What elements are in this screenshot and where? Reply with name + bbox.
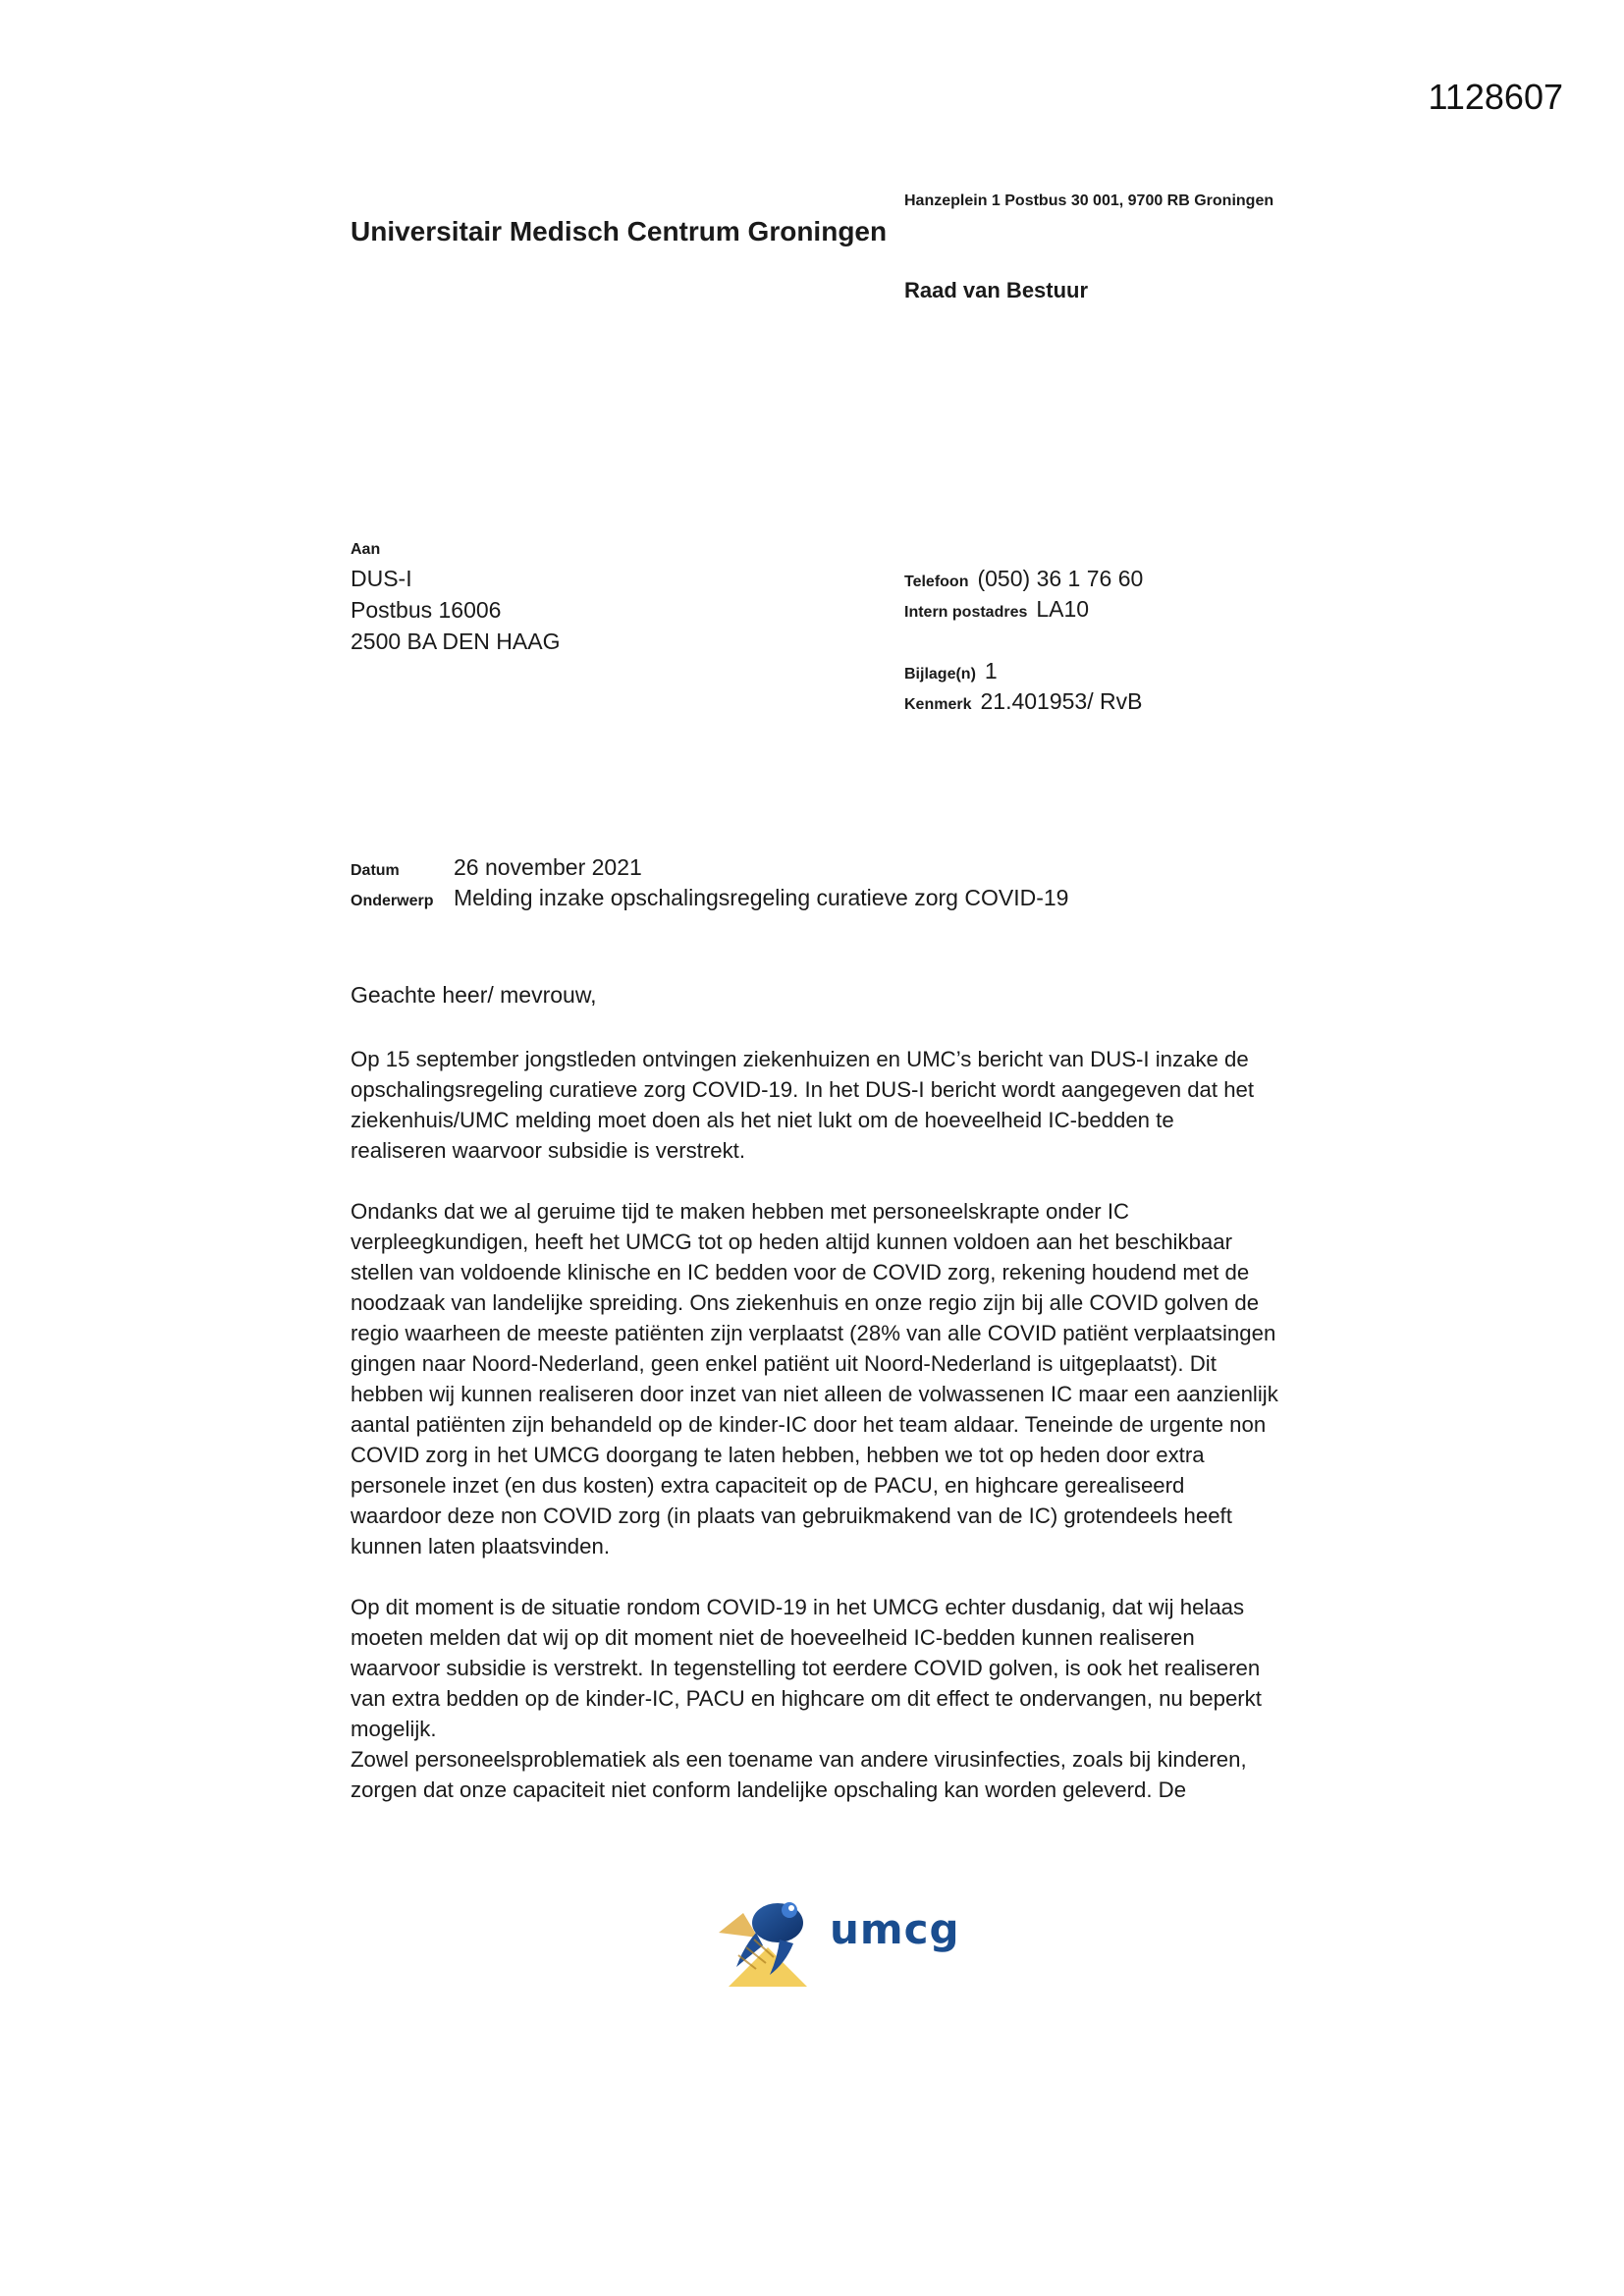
- body-line: moeten melden dat wij op dit moment niet de hoeveelheid IC-bedden kunnen realiseren: [351, 1625, 1195, 1650]
- bijlage-row: [904, 658, 1143, 688]
- body-line: hebben wij kunnen realiseren door inzet van niet alleen de volwassenen IC maar een aanzienlijk: [351, 1382, 1278, 1406]
- department: Raad van Bestuur: [904, 278, 1089, 302]
- bijlage-label: Bijlage(n): [904, 666, 976, 683]
- body-line: gingen naar Noord-Nederland, geen enkel patiënt uit Noord-Nederland is uitgeplaatst). Dit: [351, 1351, 1217, 1376]
- recipient-block: [351, 541, 561, 657]
- body-line: stellen van voldoende klinische en IC bedden voor de COVID zorg, rekening houdend met de: [351, 1260, 1250, 1285]
- body-line: zorgen dat onze capaciteit niet conform landelijke opschaling kan worden geleverd. De: [351, 1777, 1187, 1802]
- datum-label: Datum: [351, 862, 400, 879]
- telefoon-label: Telefoon: [904, 574, 969, 590]
- body-line: Op dit moment is de situatie rondom COVID-19 in het UMCG echter dusdanig, dat wij helaas: [351, 1595, 1245, 1619]
- body-paragraph: [351, 1592, 1323, 1744]
- body-line: Zowel personeelsproblematiek als een toename van andere virusinfecties, zoals bij kinderen,: [351, 1747, 1247, 1772]
- onderwerp-row: [351, 885, 1068, 915]
- document-number: 1128607: [1428, 77, 1563, 117]
- kenmerk-label: Kenmerk: [904, 696, 972, 713]
- body-line: opschalingsregeling curatieve zorg COVID-19. In het DUS-I bericht wordt aangegeven dat het: [351, 1077, 1255, 1102]
- body-line: waardoor deze non COVID zorg (in plaats van gebruikmakend van de IC) grotendeels heeft: [351, 1503, 1232, 1528]
- body-line: regio waarheen de meeste patiënten zijn verplaatst (28% van alle COVID patiënt verplaatsingen: [351, 1321, 1276, 1345]
- body-line: aantal patiënten zijn behandeld op de kinder-IC door het team aldaar. Teneinde de urgente non: [351, 1412, 1267, 1437]
- body-paragraph: [351, 1196, 1323, 1561]
- body-line: verpleegkundigen, heeft het UMCG tot op heden altijd kunnen voldoen aan het beschikbaar: [351, 1230, 1232, 1254]
- body-line: noodzaak van landelijke spreiding. Ons ziekenhuis en onze regio zijn bij alle COVID golven de: [351, 1290, 1260, 1315]
- onderwerp-value: Melding inzake opschalingsregeling curatieve zorg COVID-19: [454, 885, 1069, 910]
- body-paragraph: [351, 1744, 1323, 1805]
- onderwerp-label: Onderwerp: [351, 893, 434, 909]
- recipient-line: DUS-I: [351, 566, 412, 591]
- body-line: COVID zorg in het UMCG doorgang te laten hebben, hebben we tot op heden door extra: [351, 1443, 1205, 1467]
- recipient-label: Aan: [351, 541, 381, 558]
- body-line: waarvoor subsidie is verstrekt. In tegenstelling tot eerdere COVID golven, is ook het realiseren: [351, 1656, 1261, 1680]
- body-line: Op 15 september jongstleden ontvingen ziekenhuizen en UMC’s bericht van DUS-I inzake de: [351, 1047, 1249, 1071]
- intern-postadres-label: Intern postadres: [904, 604, 1028, 621]
- intern-postadres-row: [904, 596, 1143, 627]
- telefoon-value: (050) 36 1 76 60: [977, 566, 1144, 591]
- body-line: mogelijk.: [351, 1717, 437, 1741]
- recipient-line: 2500 BA DEN HAAG: [351, 629, 561, 654]
- body-line: van extra bedden op de kinder-IC, PACU en highcare om dit effect te ondervangen, nu beperkt: [351, 1686, 1262, 1711]
- salutation: Geachte heer/ mevrouw,: [351, 982, 597, 1008]
- organization-address: Hanzeplein 1 Postbus 30 001, 9700 RB Groningen: [904, 192, 1274, 209]
- kenmerk-row: [904, 688, 1143, 719]
- datum-value: 26 november 2021: [454, 854, 642, 880]
- meta-block: [904, 566, 1143, 719]
- body-line: Ondanks dat we al geruime tijd te maken hebben met personeelskrapte onder IC: [351, 1199, 1130, 1224]
- body-line: realiseren waarvoor subsidie is verstrekt.: [351, 1138, 745, 1163]
- recipient-line: Postbus 16006: [351, 597, 502, 623]
- organization-name: Universitair Medisch Centrum Groningen: [351, 216, 888, 246]
- intern-postadres-value: LA10: [1036, 596, 1090, 622]
- bijlage-value: 1: [984, 658, 998, 683]
- body-line: ziekenhuis/UMC melding moet doen als het niet lukt om de hoeveelheid IC-bedden te: [351, 1108, 1174, 1132]
- letter-body: [351, 1044, 1323, 1835]
- date-subject-block: [351, 854, 1068, 915]
- telefoon-row: [904, 566, 1143, 596]
- body-paragraph: [351, 1044, 1323, 1166]
- body-line: personele inzet (en dus kosten) extra capaciteit op de PACU, en highcare gerealiseerd: [351, 1473, 1185, 1498]
- frog-logo-icon: [709, 1879, 827, 2001]
- datum-row: [351, 854, 1068, 885]
- umcg-logo-text: umcg: [830, 1905, 960, 1953]
- kenmerk-value: 21.401953/ RvB: [980, 688, 1143, 714]
- body-line: kunnen laten plaatsvinden.: [351, 1534, 610, 1558]
